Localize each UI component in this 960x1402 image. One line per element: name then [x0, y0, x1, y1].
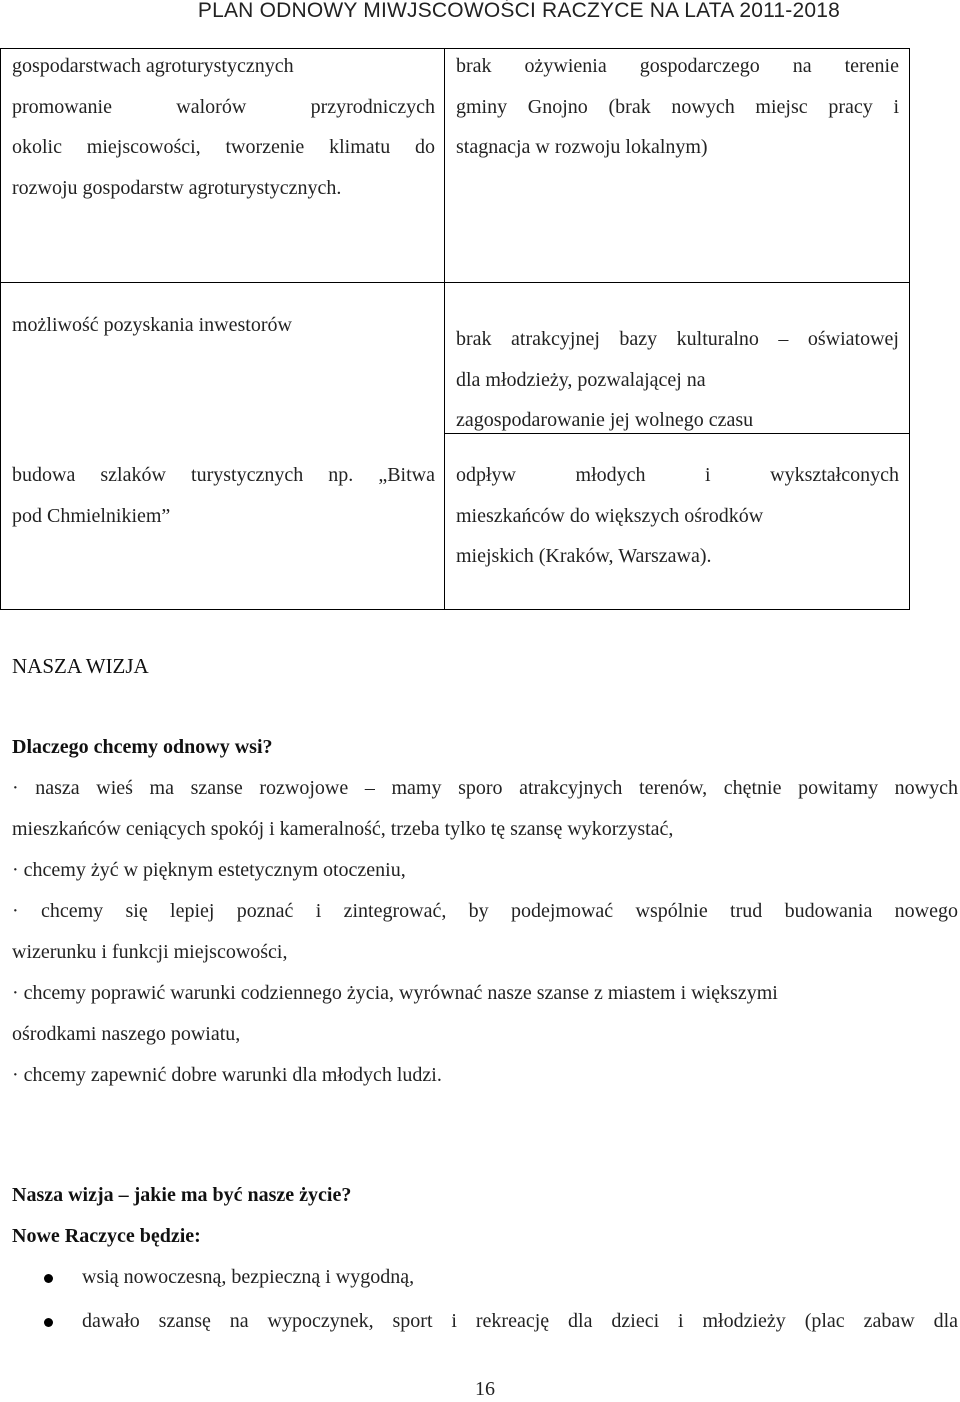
table-cell-line: odpływ młodych i wykształconych	[456, 464, 899, 486]
vision-lead: Nowe Raczyce będzie:	[12, 1225, 201, 1247]
table-cell-line: brak atrakcyjnej bazy kulturalno – oświatowej	[456, 328, 899, 350]
table-divider-vertical	[444, 48, 445, 610]
bullet-item: wsią nowoczesną, bezpieczną i wygodną,	[82, 1266, 415, 1288]
body-line: · chcemy zapewnić dobre warunki dla młodych ludzi.	[12, 1064, 442, 1086]
bullet-item: dawało szansę na wypoczynek, sport i rekreację dla dzieci i młodzieży (plac zabaw dla	[82, 1310, 958, 1332]
body-line: mieszkańców ceniących spokój i kameralność, trzeba tylko tę szansę wykorzystać,	[12, 818, 674, 840]
table-cell-strengths-1	[12, 46, 435, 208]
table-cell-line: gospodarstwach agroturystycznych	[12, 55, 294, 77]
table-cell-line: stagnacja w rozwoju lokalnym)	[456, 136, 708, 158]
table-cell-line: gminy Gnojno (brak nowych miejsc pracy i	[456, 95, 899, 118]
table-cell-line: okolic miejscowości, tworzenie klimatu do	[12, 136, 435, 158]
table-border-bottom	[0, 609, 910, 610]
body-line: wizerunku i funkcji miejscowości,	[12, 941, 288, 963]
table-cell-threats-2	[456, 319, 899, 441]
body-line: · chcemy żyć w pięknym estetycznym otoczeniu,	[12, 859, 406, 881]
section-question: Dlaczego chcemy odnowy wsi?	[12, 736, 273, 758]
table-border-left-segment	[0, 48, 1, 610]
section-title: NASZA WIZJA	[12, 654, 149, 678]
table-row-divider	[0, 282, 910, 283]
table-border-right	[909, 48, 910, 610]
table-cell-line: zagospodarowanie jej wolnego czasu	[456, 409, 754, 431]
bullet-icon	[44, 1318, 53, 1327]
table-cell-line: dla młodzieży, pozwalającej na	[456, 368, 706, 391]
table-cell-opportunities-2	[12, 305, 435, 346]
table-cell-line: pod Chmielnikiem”	[12, 504, 171, 527]
table-cell-threats-1	[456, 46, 899, 168]
table-cell-line: promowanie walorów przyrodniczych	[12, 95, 435, 118]
table-cell-line: mieszkańców do większych ośrodków	[456, 504, 764, 527]
vision-question: Nasza wizja – jakie ma być nasze życie?	[12, 1184, 352, 1206]
body-line: · chcemy poprawić warunki codziennego życia, wyrównać nasze szanse z miastem i większymi	[12, 982, 778, 1004]
table-cell-line: budowa szlaków turystycznych np. „Bitwa	[12, 464, 435, 486]
table-cell-line: rozwoju gospodarstw agroturystycznych.	[12, 176, 342, 199]
table-cell-line: brak ożywienia gospodarczego na terenie	[456, 55, 899, 77]
table-cell-opportunities-2b	[12, 455, 435, 536]
body-line: · chcemy się lepiej poznać i zintegrować, by podejmować wspólnie trud budowania nowego	[12, 900, 958, 922]
table-cell-line: miejskich (Kraków, Warszawa).	[456, 545, 712, 567]
body-line: ośrodkami naszego powiatu,	[12, 1023, 241, 1045]
bullet-icon	[44, 1274, 53, 1283]
page-header: PLAN ODNOWY MIWJSCOWOŚCI RACZYCE NA LATA 2011-2018	[197, 0, 840, 22]
table-cell-line: możliwość pozyskania inwestorów	[12, 314, 292, 336]
page-number: 16	[475, 1378, 495, 1400]
table-cell-threats-3	[456, 455, 899, 577]
body-line: · nasza wieś ma szanse rozwojowe – mamy sporo atrakcyjnych terenów, chętnie powitamy nowych	[12, 777, 958, 799]
